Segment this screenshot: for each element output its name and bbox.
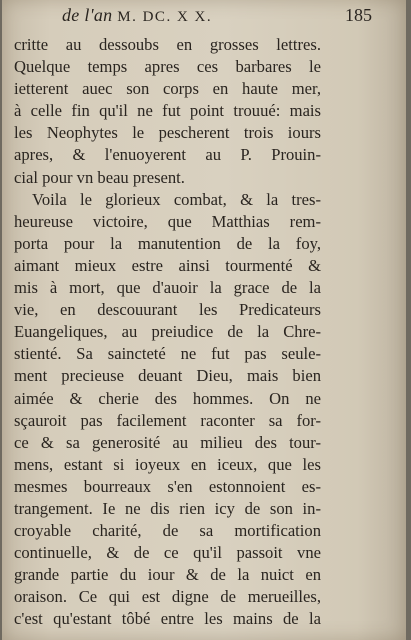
text-line: Voila le glorieux combat, & la tres- bbox=[32, 189, 321, 209]
text-line: grande partie du iour & de la nuict en bbox=[14, 565, 321, 585]
text-line: oraison. Ce qui est digne de merueilles, bbox=[14, 587, 321, 607]
text-line: Euangeliques, au preiudice de la Chre- bbox=[14, 322, 321, 342]
text-line: cial pour vn beau present. bbox=[14, 167, 185, 187]
text-line: les Neophytes le pescherent trois iours bbox=[14, 123, 321, 143]
body-text bbox=[14, 34, 321, 631]
text-line: sçauroit pas facilement raconter sa for- bbox=[14, 410, 321, 430]
text-line: à celle fin qu'il ne fut point trouué: mais bbox=[14, 101, 321, 121]
text-line: heureuse victoire, que Matthias rem- bbox=[14, 211, 321, 231]
text-line: aimant mieux estre ainsi tourmenté & bbox=[14, 255, 321, 275]
text-line: trangement. Ie ne dis rien icy de son in- bbox=[14, 498, 321, 518]
running-head bbox=[62, 5, 212, 26]
page-number: 185 bbox=[345, 5, 372, 25]
text-line: critte au dessoubs en grosses lettres. bbox=[14, 35, 321, 54]
text-line: ietterent auec son corps en haute mer, bbox=[14, 79, 321, 99]
book-page bbox=[2, 0, 406, 640]
text-line: porta pour la manutention de la foy, bbox=[14, 233, 321, 253]
text-line: ment precieuse deuant Dieu, mais bien bbox=[14, 366, 321, 386]
text-line: vie, en descouurant les Predicateurs bbox=[14, 300, 321, 320]
text-line: mens, estant si ioyeux en iceux, que les bbox=[14, 454, 321, 474]
text-line: croyable charité, de sa mortification bbox=[14, 521, 321, 541]
running-head-text: de l'an bbox=[62, 5, 113, 25]
text-line: aimée & cherie des hommes. On ne bbox=[14, 388, 321, 408]
text-line: Quelque temps apres ces barbares le bbox=[14, 57, 321, 77]
text-line: stienté. Sa saincteté ne fut pas seule- bbox=[14, 344, 321, 364]
text-line: apres, & l'enuoyerent au P. Prouin- bbox=[14, 145, 321, 165]
page-header bbox=[62, 5, 372, 26]
text-line: c'est qu'estant tôbé entre les mains de la bbox=[14, 609, 321, 629]
running-head-year: M. DC. X X. bbox=[117, 9, 213, 25]
text-line: ce & sa generosité au milieu des tour- bbox=[14, 432, 321, 452]
text-line: continuelle, & de ce qu'il passoit vne bbox=[14, 543, 321, 563]
text-line: mis à mort, que d'auoir la grace de la bbox=[14, 278, 321, 298]
text-line: mesmes bourreaux s'en estonnoient es- bbox=[14, 476, 321, 496]
